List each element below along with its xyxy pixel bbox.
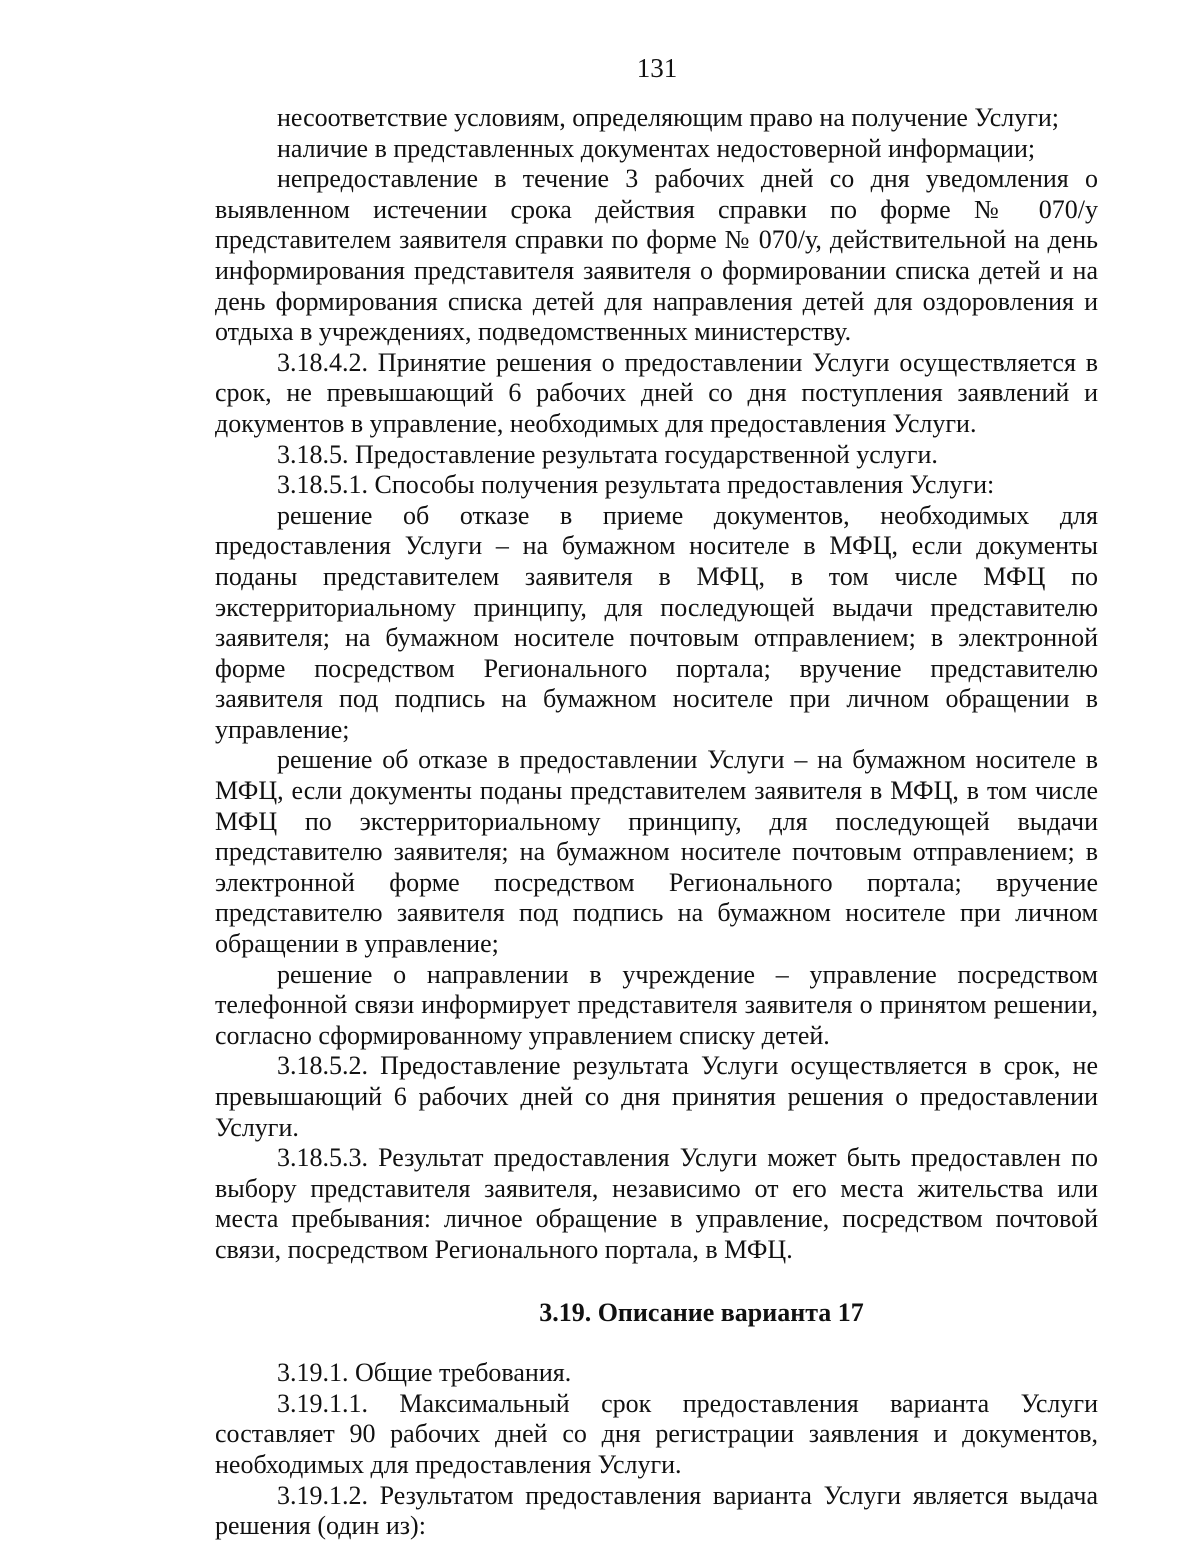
paragraph: непредоставление в течение 3 рабочих дней со дня уведомления о выявленном истечении срока действия справки по форме № 070/у представителем заявителя справки по форме № 070/у, действительной на день информирования представителя заявителя о формировании списка детей и на день формирования списка детей для направления детей для оздоровления и отдыха в учреждениях, подведомственных министерству.	[215, 164, 1098, 347]
paragraph: 3.19.1.2. Результатом предоставления варианта Услуги является выдача решения (один из):	[215, 1480, 1098, 1541]
document-body	[215, 103, 1098, 1542]
paragraph: наличие в представленных документах недостоверной информации;	[277, 133, 1036, 163]
paragraph: решение о направлении в учреждение – управление посредством телефонной связи информирует представителя заявителя о принятом решении, согласно сформированному управлением списку детей.	[215, 959, 1098, 1050]
section-heading: 3.19. Описание варианта 17	[539, 1297, 864, 1327]
paragraph: 3.19.1.1. Максимальный срок предоставления варианта Услуги составляет 90 рабочих дней со дня регистрации заявления и документов, необходимых для предоставления Услуги.	[215, 1388, 1098, 1479]
paragraph: 3.18.5. Предоставление результата государственной услуги.	[277, 439, 938, 469]
paragraph: решение об отказе в предоставлении Услуги – на бумажном носителе в МФЦ, если документы поданы представителем заявителя в МФЦ, в том числе МФЦ по экстерриториальному принципу, для последующей выдачи представителю заявителя; на бумажном носителе почтовым отправлением; в электронной форме посредством Регионального портала; вручение представителю заявителя под подпись на бумажном носителе при личном обращении в управление;	[215, 745, 1098, 959]
paragraph: 3.18.5.3. Результат предоставления Услуги может быть предоставлен по выбору представителя заявителя, независимо от его места жительства или места пребывания: личное обращение в управление, посредством почтовой связи, посредством Регионального портала, в МФЦ.	[215, 1143, 1098, 1264]
paragraph: 3.18.5.2. Предоставление результата Услуги осуществляется в срок, не превышающий 6 рабочих дней со дня принятия решения о предоставлении Услуги.	[215, 1051, 1098, 1142]
paragraph: 3.18.5.1. Способы получения результата предоставления Услуги:	[277, 470, 995, 500]
paragraph: решение об отказе в приеме документов, необходимых для предоставления Услуги – на бумажном носителе в МФЦ, если документы поданы представителем заявителя в МФЦ, в том числе МФЦ по экстерриториальному принципу, для последующей выдачи представителю заявителя; на бумажном носителе почтовым отправлением; в электронной форме посредством Регионального портала; вручение представителю заявителя под подпись на бумажном носителе при личном обращении в управление;	[215, 500, 1098, 744]
paragraph: несоответствие условиям, определяющим право на получение Услуги;	[277, 103, 1060, 132]
page-number: 131	[636, 53, 678, 83]
paragraph: 3.18.4.2. Принятие решения о предоставлении Услуги осуществляется в срок, не превышающий 6 рабочих дней со дня поступления заявлений и документов в управление, необходимых для предоставления Услуги.	[215, 347, 1098, 438]
paragraph: 3.19.1. Общие требования.	[277, 1358, 572, 1388]
